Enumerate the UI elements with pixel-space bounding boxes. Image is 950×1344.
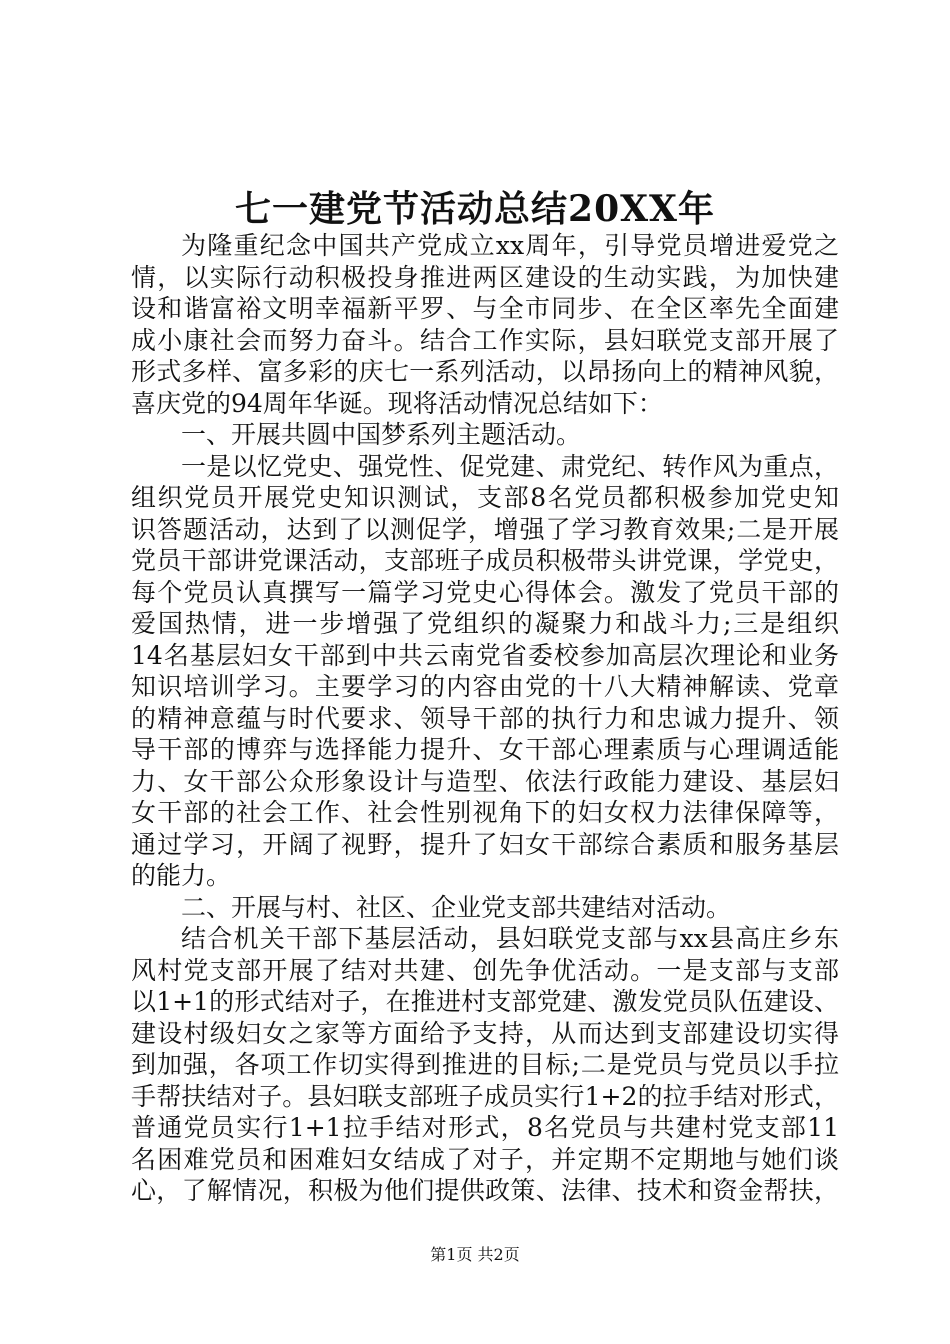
text-line: 结合机关干部下基层活动，县妇联党支部与xx县高庄乡东	[181, 924, 839, 953]
text-line: 的能力。	[131, 861, 232, 890]
text-line: 14名基层妇女干部到中共云南党省委校参加高层次理论和业务	[131, 640, 839, 670]
text-line: 导干部的博弈与选择能力提升、女干部心理素质与心理调适能	[131, 735, 839, 764]
text-line: 力、女干部公众形象设计与造型、依法行政能力建设、基层妇	[131, 766, 839, 796]
text-line: 建设村级妇女之家等方面给予支持，从而达到支部建设切实得	[131, 1018, 839, 1048]
text-line: 组织党员开展党史知识测试，支部8名党员都积极参加党史知	[131, 483, 839, 512]
text-line: 一、开展共圆中国梦系列主题活动。	[181, 420, 582, 449]
text-line: 的精神意蕴与时代要求、领导干部的执行力和忠诚力提升、领	[131, 703, 839, 733]
text-line: 成小康社会而努力奋斗。结合工作实际，县妇联党支部开展了	[131, 325, 839, 355]
text-line: 通过学习，开阔了视野，提升了妇女干部综合素质和服务基层	[131, 829, 839, 859]
text-line: 心，了解情况，积极为他们提供政策、法律、技术和资金帮扶，	[131, 1176, 839, 1205]
text-line: 普通党员实行1+1拉手结对形式，8名党员与共建村党支部11	[131, 1113, 839, 1142]
text-line: 风村党支部开展了结对共建、创先争优活动。一是支部与支部	[131, 955, 839, 985]
text-line: 为隆重纪念中国共产党成立xx周年，引导党员增进爱党之	[181, 231, 839, 260]
document-body	[131, 230, 839, 1207]
text-line: 知识培训学习。主要学习的内容由党的十八大精神解读、党章	[131, 672, 839, 701]
text-line: 形式多样、富多彩的庆七一系列活动，以昂扬向上的精神风貌，	[131, 357, 839, 386]
text-line: 党员干部讲党课活动，支部班子成员积极带头讲党课，学党史，	[131, 546, 839, 575]
text-line: 到加强，各项工作切实得到推进的目标;二是党员与党员以手拉	[131, 1050, 839, 1079]
document-title: 七一建党节活动总结20XX年	[235, 188, 715, 230]
text-line: 手帮扶结对子。县妇联支部班子成员实行1+2的拉手结对形式，	[131, 1081, 839, 1111]
text-line: 二、开展与村、社区、企业党支部共建结对活动。	[181, 892, 732, 922]
text-line: 每个党员认真撰写一篇学习党史心得体会。激发了党员干部的	[131, 577, 839, 607]
text-line: 识答题活动，达到了以测促学，增强了学习教育效果;二是开展	[131, 514, 839, 544]
text-line: 设和谐富裕文明幸福新平罗、与全市同步、在全区率先全面建	[131, 294, 839, 323]
text-line: 名困难党员和困难妇女结成了对子，并定期不定期地与她们谈	[131, 1144, 839, 1174]
text-line: 以1+1的形式结对子，在推进村支部党建、激发党员队伍建设、	[131, 987, 839, 1016]
text-line: 一是以忆党史、强党性、促党建、肃党纪、转作风为重点，	[181, 451, 839, 481]
page-footer: 第1页 共2页	[430, 1245, 520, 1264]
text-line: 爱国热情，进一步增强了党组织的凝聚力和战斗力;三是组织	[131, 609, 839, 638]
text-line: 喜庆党的94周年华诞。现将活动情况总结如下：	[131, 388, 663, 418]
text-line: 女干部的社会工作、社会性别视角下的妇女权力法律保障等，	[131, 798, 839, 827]
text-line: 情，以实际行动积极投身推进两区建设的生动实践，为加快建	[131, 262, 839, 292]
